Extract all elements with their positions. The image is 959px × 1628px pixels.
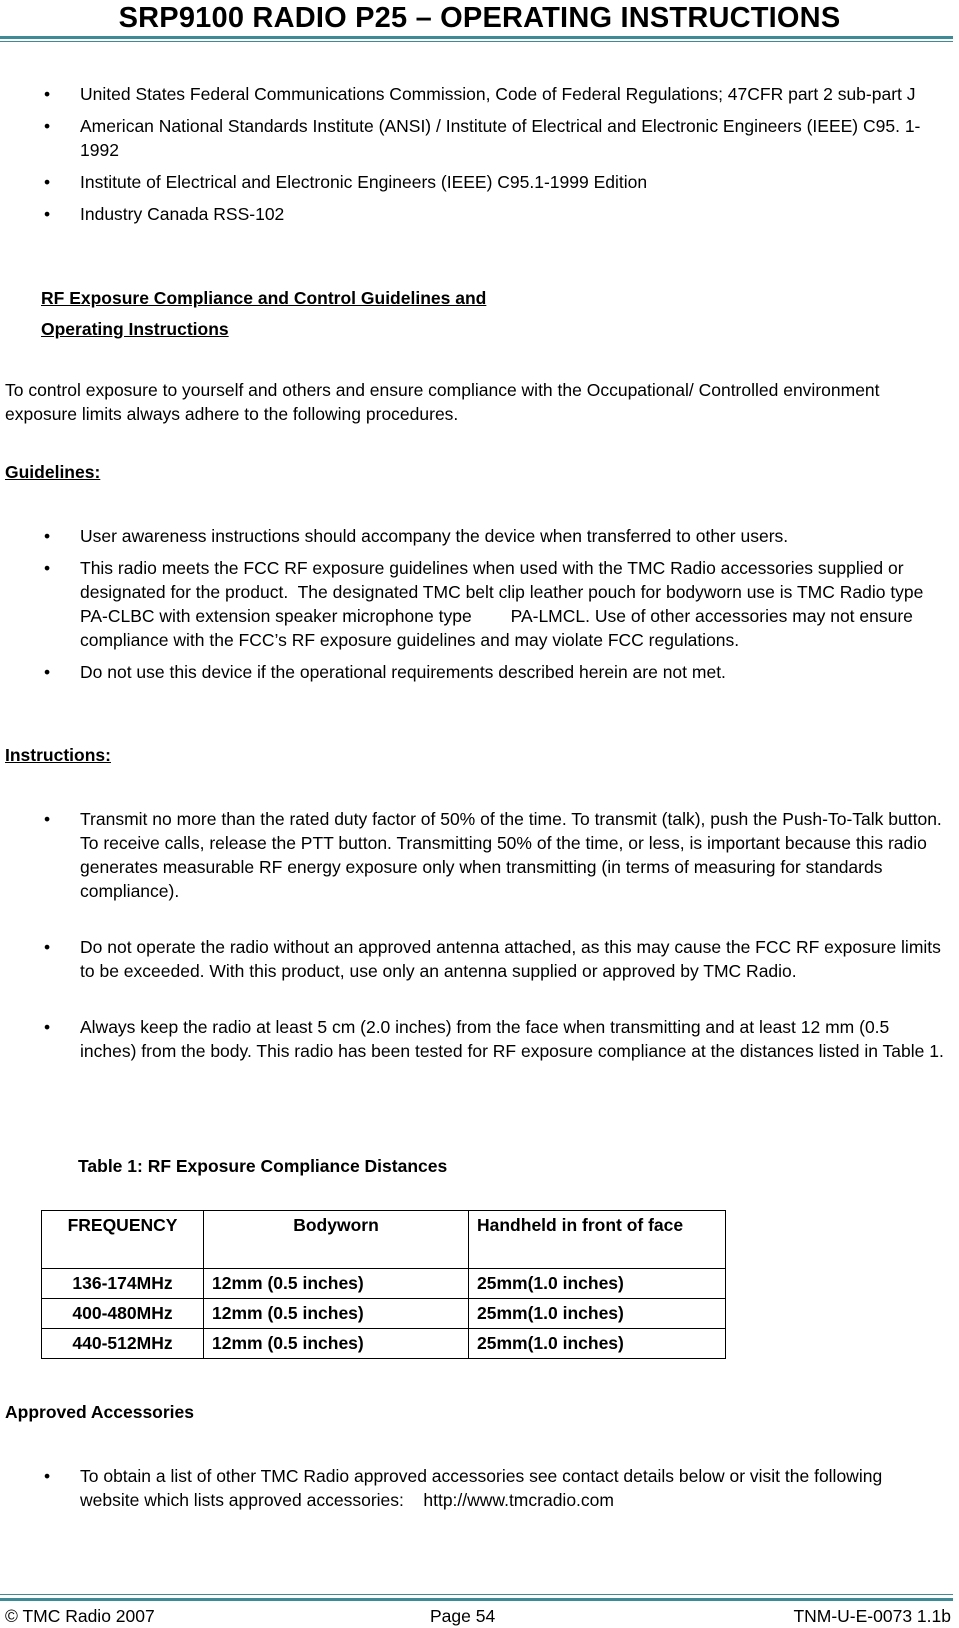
table-header-row [42, 1211, 726, 1269]
list-item: • United States Federal Communications Commission, Code of Federal Regulations; 47CFR part 2 sub-part J [44, 84, 916, 104]
list-item: • Do not use this device if the operational requirements described herein are not met. [44, 662, 726, 682]
header-rule-thin [0, 41, 953, 42]
list-item: • Always keep the radio at least 5 cm (2.0 inches) from the face when transmitting and at least 12 mm (0.5 inches) from the body. This radio has been tested for RF exposure compliance at the distances listed in Table 1. [44, 1017, 944, 1061]
table-row [42, 1329, 726, 1359]
website-link[interactable]: http://www.tmcradio.com [423, 1490, 614, 1510]
table-cell: 25mm(1.0 inches) [469, 1269, 726, 1299]
table-cell: 25mm(1.0 inches) [469, 1329, 726, 1359]
standards-list [0, 82, 945, 226]
accessories-list [0, 1464, 945, 1512]
footer-page-number: Page 54 [430, 1606, 496, 1626]
table-cell: 136-174MHz [42, 1269, 204, 1299]
table-header-cell: Bodyworn [204, 1211, 469, 1269]
rf-distance-table [41, 1210, 726, 1359]
list-item: • Industry Canada RSS-102 [44, 204, 285, 224]
list-item: • Do not operate the radio without an approved antenna attached, as this may cause the FCC RF exposure limits to be exceeded. With this product, use only an antenna supplied or approved by TMC Radio. [44, 937, 941, 981]
table-cell: 440-512MHz [42, 1329, 204, 1359]
instructions-list [0, 807, 945, 1063]
intro-paragraph: To control exposure to yourself and others and ensure compliance with the Occupational/ Controlled environment exposure limits always adhere to the following procedures. [5, 380, 880, 424]
section-title-line2: Operating Instructions [41, 319, 229, 339]
table-cell: 12mm (0.5 inches) [204, 1299, 469, 1329]
header-rule-thick [0, 36, 953, 39]
list-item: • Transmit no more than the rated duty factor of 50% of the time. To transmit (talk), push the Push-To-Talk button. To receive calls, release the PTT button. Transmitting 50% of the time, or less, is important because this radio generates measurable RF energy exposure only when transmitting (in terms of measuring for standards compliance). [44, 809, 942, 901]
list-item: • To obtain a list of other TMC Radio approved accessories see contact details below or visit the following website which lists approved accessories: http://www.tmcradio.com [44, 1466, 883, 1510]
table-cell: 25mm(1.0 inches) [469, 1299, 726, 1329]
guidelines-heading: Guidelines: [5, 462, 101, 482]
table-header-cell: FREQUENCY [42, 1211, 204, 1269]
table-cell: 12mm (0.5 inches) [204, 1329, 469, 1359]
page-header-title: SRP9100 RADIO P25 – OPERATING INSTRUCTIONS [118, 2, 841, 34]
list-item: • This radio meets the FCC RF exposure guidelines when used with the TMC Radio accessories supplied or designated for the product. The designated TMC belt clip leather pouch for bodyworn use is TMC Radio type PA-CLBC with extension speaker microphone type PA-LMCL. Use of other accessories may not ensure compliance with the FCC’s RF exposure guidelines and may violate FCC regulations. [44, 558, 929, 650]
list-item: • American National Standards Institute (ANSI) / Institute of Electrical and Electronic Engineers (IEEE) C95. 1-1992 [44, 116, 921, 160]
section-title-line1: RF Exposure Compliance and Control Guidelines and [41, 288, 487, 308]
footer-doc-id: TNM-U-E-0073 1.1b [793, 1606, 951, 1626]
footer-rule-thin [0, 1594, 953, 1595]
table-cell: 12mm (0.5 inches) [204, 1269, 469, 1299]
table-cell: 400-480MHz [42, 1299, 204, 1329]
accessories-heading: Approved Accessories [5, 1402, 195, 1422]
footer-rule-thick [0, 1598, 953, 1601]
list-item: • Institute of Electrical and Electronic Engineers (IEEE) C95.1-1999 Edition [44, 172, 648, 192]
table-row [42, 1299, 726, 1329]
table-header-cell: Handheld in front of face [469, 1211, 726, 1269]
table-caption: Table 1: RF Exposure Compliance Distances [78, 1156, 448, 1176]
list-item: • User awareness instructions should accompany the device when transferred to other users. [44, 526, 789, 546]
guidelines-list [0, 524, 945, 684]
table-row [42, 1269, 726, 1299]
instructions-heading: Instructions: [5, 745, 111, 765]
footer-copyright: © TMC Radio 2007 [5, 1606, 155, 1626]
